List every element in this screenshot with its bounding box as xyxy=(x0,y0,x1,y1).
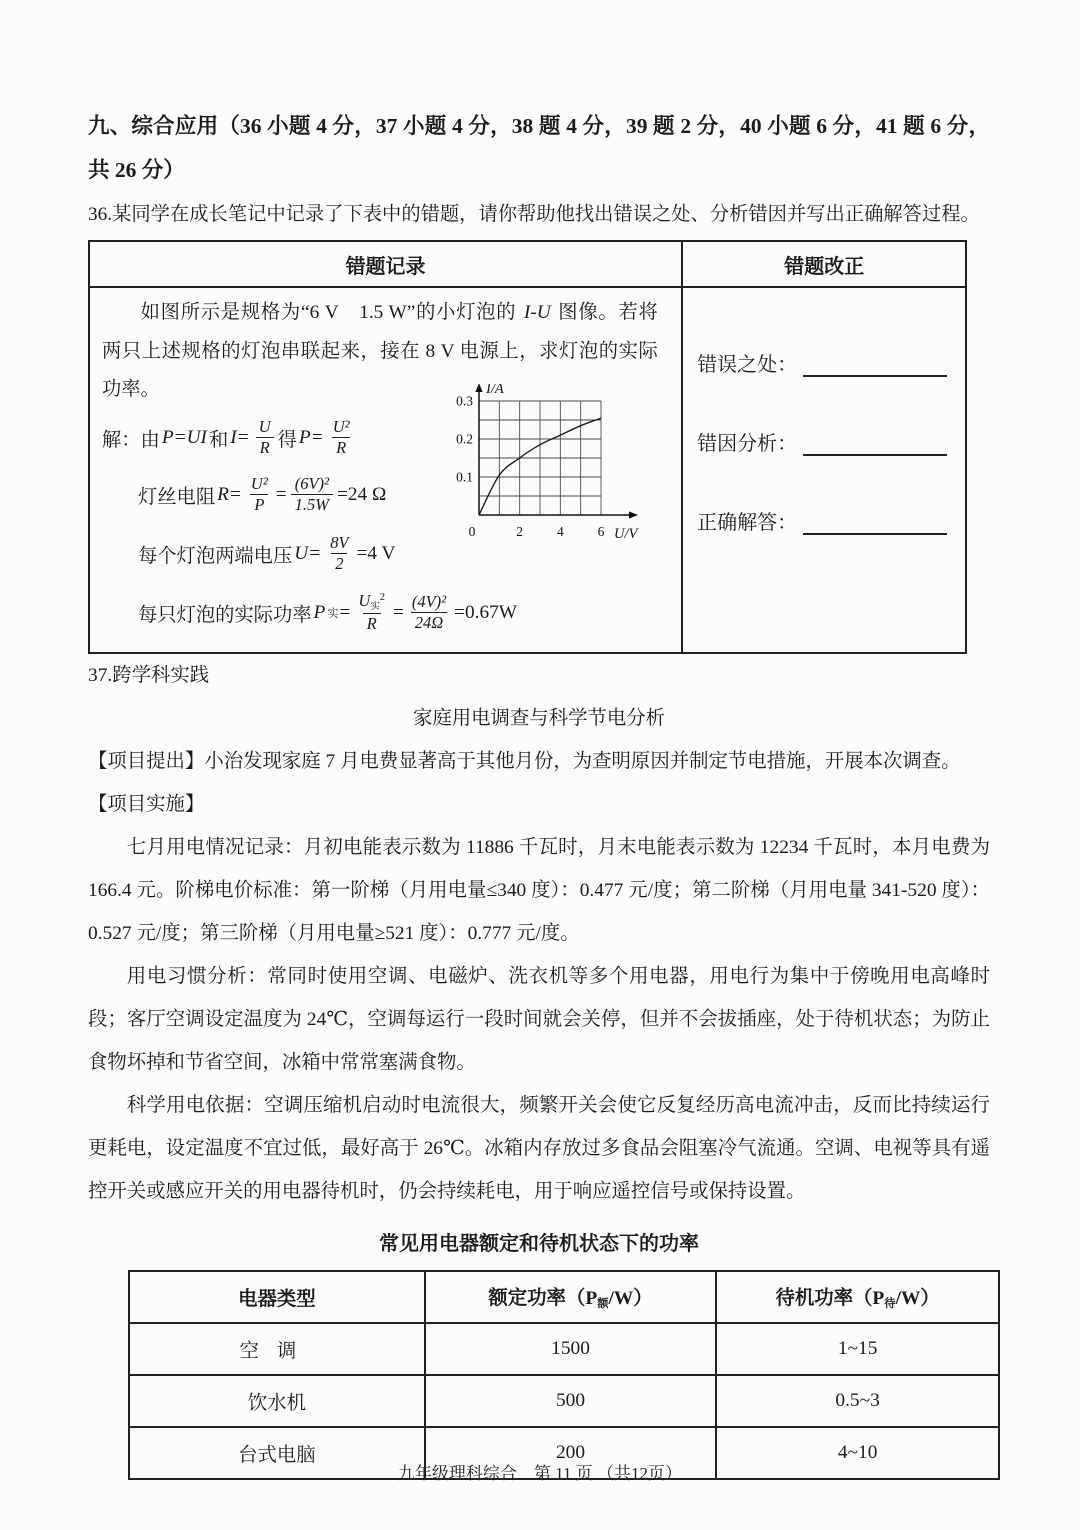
q37-project-subtitle: 家庭用电调查与科学节电分析 xyxy=(412,707,666,729)
sol4-p: P xyxy=(313,601,326,623)
sol2-lead: 灯丝电阻 xyxy=(138,486,216,508)
problem-text-part1: 如图所示是规格为“6 V 1.5 W”的小灯泡的 xyxy=(140,302,522,323)
rated-power-value: 500 xyxy=(425,1375,716,1427)
blank-error-location-line xyxy=(803,353,947,377)
footer-page-info: 九年级理科综合 第 11 页 （共12页） xyxy=(397,1464,683,1483)
problem-text-part2: 图像。若将两只上述规格的灯泡串联起来，接在 8 V 电源上，求灯泡的实际功率。 xyxy=(102,302,658,401)
q37-heading: 37.跨学科实践 xyxy=(88,664,210,686)
error-fix-cell xyxy=(682,287,966,653)
blank-correct-answer xyxy=(697,506,947,535)
svg-text:0.3: 0.3 xyxy=(456,393,474,409)
fraction-4v2-24ohm: $\frac{\text{(4V)²}}{24\Omega}$ xyxy=(411,591,447,633)
q37-paragraph-habit-analysis: 用电习惯分析：常同时使用空调、电磁炉、洗衣机等多个用电器，用电行为集中于傍晚用电高峰时段；客厅空调设定温度为 24℃，空调每运行一段时间就会关停，但并不会拔插座，处于待机状态；为防止食物坏掉和节省空间，冰箱中常常塞满食物。 xyxy=(88,965,990,1073)
problem-text-iu: I-U xyxy=(523,302,551,323)
blank-error-analysis-label: 错因分析： xyxy=(697,433,798,455)
q37-paragraph-science-basis: 科学用电依据：空调压缩机启动时电流很大，频繁开关会使它反复经历高电流冲击，反而比持续运行更耗电，设定温度不宜过低，最好高于 26℃。冰箱内存放过多食品会阻塞冷气流通。空调、电视等具有遥控开关或感应开关的用电器待机时，仍会持续耗电，用于响应遥控信号或保持设置。 xyxy=(88,1094,990,1202)
q37-implementation-label: 【项目实施】 xyxy=(88,793,205,815)
fraction-ushi2-r: $\frac{U_实^2}{R}$ xyxy=(358,590,385,634)
sol1-mid2: 得 xyxy=(277,429,297,451)
svg-text:U/V: U/V xyxy=(614,526,638,542)
rated-power-value: 200 xyxy=(425,1427,716,1479)
iu-graph-container xyxy=(431,384,671,556)
blank-correct-answer-line xyxy=(803,511,947,535)
power-col-appliance-type: 电器类型 xyxy=(129,1271,425,1323)
sol3-lead: 每个灯泡两端电压 xyxy=(138,545,293,567)
fraction-u-r: $\frac{U}{R}$ xyxy=(255,418,275,458)
appliance-name: 饮水机 xyxy=(129,1375,425,1427)
svg-text:0.1: 0.1 xyxy=(456,469,474,485)
svg-text:0.2: 0.2 xyxy=(456,431,474,447)
power-row-water-dispenser xyxy=(129,1375,999,1427)
blank-error-analysis xyxy=(697,427,947,456)
q36-intro: 36.某同学在成长笔记中记录了下表中的错题，请你帮助他找出错误之处、分析错因并写出正确解答过程。 xyxy=(88,204,980,225)
power-table-header-row xyxy=(129,1271,999,1323)
iu-curve-chart xyxy=(431,384,671,556)
appliance-name: 空 调 xyxy=(129,1323,425,1375)
power-col-standby-power: 待机功率$(P_待/W)$ xyxy=(716,1271,999,1323)
section-heading: 九、综合应用（36 小题 4 分，37 小题 4 分，38 题 4 分，39 题 2 分，40 小题 6 分，41 题 6 分，共 26 分） xyxy=(88,114,990,182)
sol3-f1: U= xyxy=(294,542,322,564)
sol2-f1: R= xyxy=(217,483,242,505)
error-record-header: 错题记录 xyxy=(89,241,682,287)
blank-correct-answer-label: 正确解答： xyxy=(697,512,798,534)
standby-power-value: 0.5~3 xyxy=(716,1375,999,1427)
standby-power-value: 4~10 xyxy=(716,1427,999,1479)
error-fix-header: 错题改正 xyxy=(682,241,966,287)
error-correction-table xyxy=(88,240,967,654)
q37-proposal-paragraph: 【项目提出】小治发现家庭 7 月电费显著高于其他月份，为查明原因并制定节电措施，开展本次调查。 xyxy=(88,750,961,772)
sol4-lead: 每只灯泡的实际功率 xyxy=(138,604,312,626)
sol4-eq0: = xyxy=(339,601,351,623)
sol1-f2: I= xyxy=(230,426,250,448)
blank-error-location xyxy=(697,348,947,377)
sol1-f1: P=UI xyxy=(161,426,207,448)
power-table xyxy=(128,1270,1000,1480)
fraction-8v-2: $\frac{8V}{2}$ xyxy=(330,532,349,574)
power-table-title: 常见用电器额定和待机状态下的功率 xyxy=(379,1232,699,1255)
error-table-body-row xyxy=(89,287,966,653)
blank-error-location-label: 错误之处： xyxy=(697,354,798,376)
sol2-eq: = xyxy=(275,483,287,505)
error-record-cell xyxy=(89,287,682,653)
svg-text:6: 6 xyxy=(597,524,605,539)
q37-paragraph-usage-record: 七月用电情况记录：月初电能表示数为 11886 千瓦时，月末电能表示数为 12234 千瓦时，本月电费为 166.4 元。阶梯电价标准：第一阶梯（月用电量≤340 度）：0.477 元/度；第二阶梯（月用电量 341-520 度）：0.527 元/度；第三阶梯（月用电量≥521 度）：0.777 元/度。 xyxy=(88,836,990,944)
svg-text:0: 0 xyxy=(468,524,476,539)
fraction-6v2-15w: $\frac{\text{(6V)²}}{1.5W}$ xyxy=(291,475,333,515)
sol1-f3: P= xyxy=(298,426,324,448)
standby-power-value: 1~15 xyxy=(716,1323,999,1375)
error-table-header-row xyxy=(89,241,966,287)
solution-line-4 xyxy=(102,582,669,644)
question-37 xyxy=(88,654,990,1213)
sol2-tail: =24 Ω xyxy=(337,483,387,505)
sol4-tail: =0.67W xyxy=(454,601,517,623)
sol1-mid1: 和 xyxy=(208,429,229,451)
fraction-u2-r: $\frac{\text{U²}}{R}$ xyxy=(332,416,350,458)
blank-error-analysis-line xyxy=(803,432,947,456)
rated-power-value: 1500 xyxy=(425,1323,716,1375)
svg-text:I/A: I/A xyxy=(486,384,504,397)
sol3-tail: =4 V xyxy=(356,542,396,564)
svg-text:2: 2 xyxy=(516,524,524,539)
power-col-rated-power: 额定功率$(P_额/W)$ xyxy=(425,1271,716,1323)
svg-text:4: 4 xyxy=(557,524,564,539)
sol1-lead: 解：由 xyxy=(102,429,160,451)
sol4-eq1: = xyxy=(392,601,404,623)
fraction-u2-p: $\frac{\text{U²}}{P}$ xyxy=(250,473,268,515)
sol4-p-sub: 实 xyxy=(327,607,339,620)
appliance-name: 台式电脑 xyxy=(129,1427,425,1479)
power-row-air-conditioner xyxy=(129,1323,999,1375)
